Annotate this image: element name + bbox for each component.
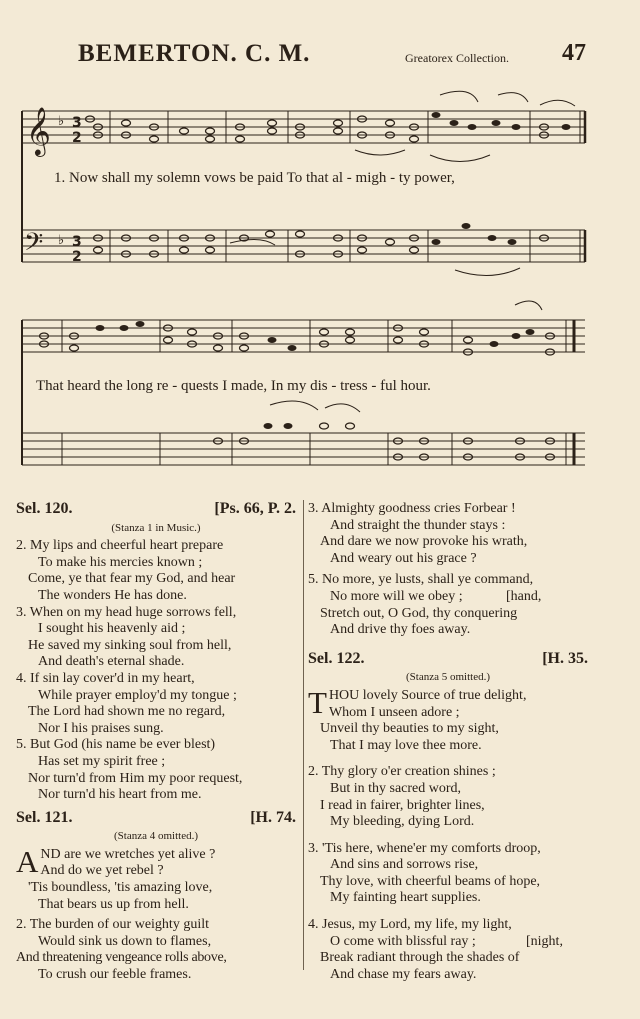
verse-line: My fainting heart supplies. [330,890,481,906]
verse-line: HOU lovely Source of true delight, [328,687,527,703]
verse-line: ND are we wretches yet alive ? [40,846,216,862]
verse-line: And do we yet rebel ? [40,863,164,879]
staff-bass-1 [22,230,585,262]
verse-line: Thy love, with cheerful beams of hope, [320,873,541,889]
verse-line: To make his mercies known ; [38,554,203,570]
left-column [16,501,296,984]
verse-line: He saved my sinking soul from hell, [28,637,232,653]
verse-line: But in thy sacred word, [330,780,462,796]
page-number: 47 [562,40,586,66]
selection-heading-122 [308,651,588,668]
verse-line: 2. My lips and cheerful heart prepare [16,538,224,554]
selection-label: Sel. 122. [308,649,365,667]
verse-line: The wonders He has done. [38,587,187,603]
staff-treble-1 [22,111,585,143]
verse-line: Nor turn'd from Him my poor request, [28,770,243,786]
verse-line: 3. When on my head huge sorrows fell, [16,604,237,620]
staff-treble-2 [22,320,585,352]
verse-line: And sins and sorrows rise, [330,857,479,873]
selection-heading-120 [16,501,296,518]
verse-line: And straight the thunder stays : [330,517,506,533]
verse-line: 4. If sin lay cover'd in my heart, [16,670,195,686]
verse-overflow: [hand, [506,588,542,604]
verse-line: Whom I unseen adore ; [328,704,460,720]
lyric-line-2: That heard the long re - quests I made, In my dis - tress - ful hour. [36,378,431,394]
verse-line: That I may love thee more. [330,737,482,753]
verse-line: The Lord had shown me no regard, [28,704,226,720]
svg-text:3: 3 [72,115,82,131]
verse-line: Has set my spirit free ; [38,753,166,769]
verse-line: Nor turn'd his heart from me. [38,787,202,803]
svg-text:2: 2 [72,249,82,265]
psalm-reference: [Ps. 66, P. 2. [214,500,296,517]
verse-line: My bleeding, dying Lord. [330,814,475,830]
staff-bass-2 [22,433,585,465]
treble-clef-icon: 𝄞 [26,106,51,155]
selection-label: Sel. 121. [16,808,73,826]
column-divider [303,500,304,970]
svg-text:♭: ♭ [58,114,65,129]
svg-text:2: 2 [72,130,82,146]
verse-line: 4. Jesus, my Lord, my life, my light, [308,917,512,933]
drop-cap: A [16,843,39,879]
verse-line: 3. 'Tis here, whene'er my comforts droop, [308,840,541,856]
stanza-note: (Stanza 5 omitted.) [405,671,490,684]
svg-text:3: 3 [72,234,82,250]
verse-line [308,934,588,951]
verse-line: I sought his heavenly aid ; [38,621,186,637]
tune-title: BEMERTON. C. M. [78,40,311,67]
verse-line: Stretch out, O God, thy conquering [320,605,518,621]
verse-line: 'Tis boundless, 'tis amazing love, [28,880,213,896]
verse-line: And weary out his grace ? [330,550,477,566]
verse-line: Unveil thy beauties to my sight, [320,721,499,737]
verse-line: I read in fairer, brighter lines, [320,797,485,813]
collection-name: Greatorex Collection. [405,51,509,65]
verse-line: 5. But God (his name be ever blest) [16,737,216,753]
verse-line: Break radiant through the shades of [320,950,520,966]
verse-line [308,589,588,606]
verse-text: No more will we obey ; [330,588,463,604]
verse-line: 5. No more, ye lusts, shall ye command, [308,572,534,588]
verse-line: And chase my fears away. [330,966,477,982]
svg-text:♭: ♭ [58,233,65,248]
verse-line: Would sink us down to flames, [38,933,212,949]
verse-line: That bears us up from hell. [38,896,189,912]
verse-line: And drive thy foes away. [330,622,471,638]
verse-line: And death's eternal shade. [38,654,185,670]
bass-clef-icon: 𝄢 [24,228,44,263]
verse-text: O come with blissful ray ; [330,933,476,949]
hymn-reference: [H. 74. [250,808,296,826]
verse-line: While prayer employ'd my tongue ; [38,687,237,703]
selection-heading-121 [16,810,296,827]
selection-label: Sel. 120. [16,500,73,517]
verse-line: 2. Thy glory o'er creation shines ; [308,764,496,780]
lyric-line-1: 1. Now shall my solemn vows be paid To that al - migh - ty power, [54,170,455,186]
verse-line: Nor I his praises sung. [38,720,164,736]
verse-line: 2. The burden of our weighty guilt [16,917,209,933]
verse-line: Come, ye that fear my God, and hear [28,571,236,587]
verse-line: 3. Almighty goodness cries Forbear ! [308,501,516,516]
music-score [0,0,640,480]
stanza-note: (Stanza 4 omitted.) [113,830,198,843]
stanza-note: (Stanza 1 in Music.) [111,521,201,534]
verse-line: And threatening vengeance rolls above, [16,950,227,966]
verse-line: And dare we now provoke his wrath, [320,534,528,550]
drop-cap: T [308,684,327,720]
hymn-reference: [H. 35. [542,649,588,667]
verse-overflow: [night, [526,933,563,949]
verse-line: To crush our feeble frames. [38,967,192,983]
right-column [308,501,588,983]
